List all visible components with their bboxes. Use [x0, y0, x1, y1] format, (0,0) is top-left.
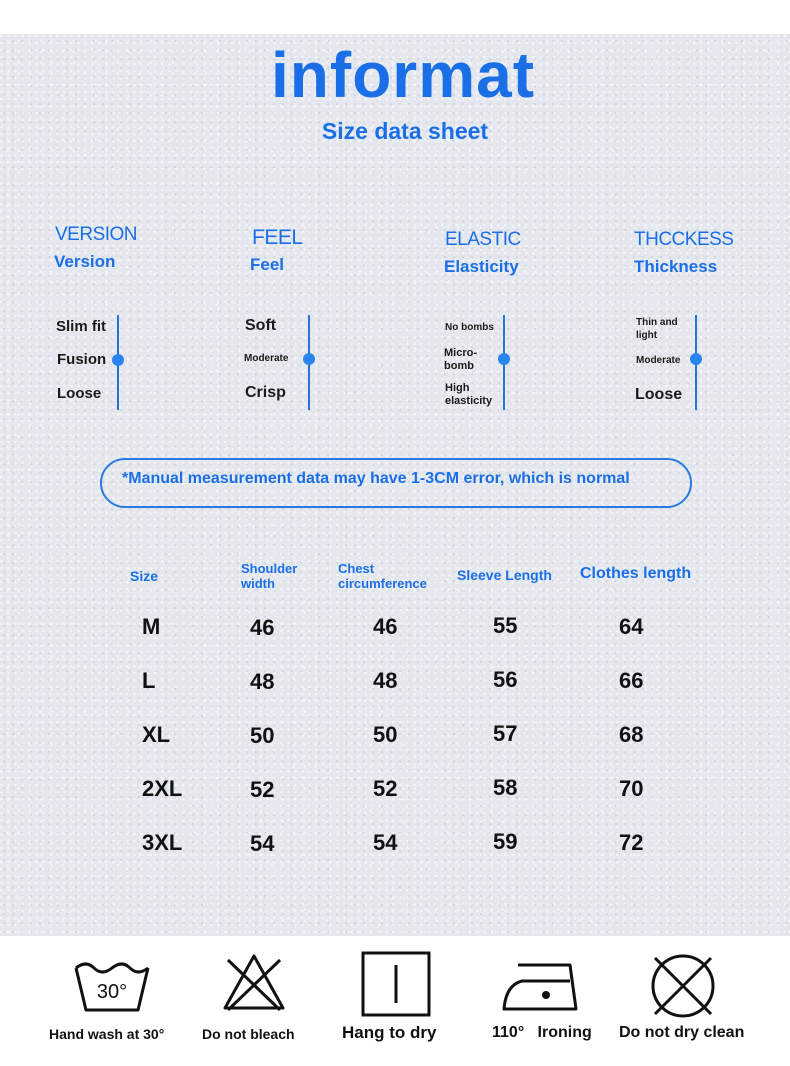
do-not-bleach-icon — [222, 952, 286, 1012]
elastic-subheading: Elasticity — [444, 257, 519, 276]
version-option-fusion: Fusion — [57, 351, 107, 368]
size-cell: L — [142, 668, 156, 693]
thickness-option-moderate: Moderate — [636, 355, 681, 366]
length-cell: 72 — [619, 830, 644, 855]
chest-cell: 54 — [373, 830, 398, 855]
care-label-no-bleach: Do not bleach — [202, 1026, 295, 1042]
shoulder-cell: 50 — [250, 723, 275, 748]
thickness-subheading: Thickness — [634, 257, 718, 276]
measurement-notice-text: *Manual measurement data may have 1-3CM error, which is normal — [122, 470, 630, 487]
hang-to-dry-icon — [361, 951, 431, 1017]
thickness-heading: THCCKESS — [634, 229, 734, 250]
elastic-heading: ELASTIC — [445, 229, 521, 250]
length-cell: 66 — [619, 668, 644, 693]
care-label-hand-wash: Hand wash at 30° — [49, 1026, 165, 1042]
version-heading: VERSION — [55, 224, 138, 245]
sleeve-cell: 59 — [493, 829, 518, 854]
feel-option-moderate: Moderate — [244, 353, 289, 364]
feel-subheading: Feel — [250, 255, 285, 274]
hand-wash-30-icon — [74, 958, 150, 1016]
chest-cell: 46 — [373, 614, 398, 639]
elastic-option-high-elasticity: High elasticity — [445, 382, 493, 407]
length-cell: 64 — [619, 614, 644, 639]
length-cell: 68 — [619, 722, 644, 747]
elastic-scale-marker — [498, 353, 510, 365]
shoulder-cell: 54 — [250, 831, 275, 856]
version-scale-marker — [112, 354, 124, 366]
size-cell: 2XL — [142, 776, 183, 801]
shoulder-cell: 52 — [250, 777, 275, 802]
sleeve-cell: 55 — [493, 613, 518, 638]
feel-scale-marker — [303, 353, 315, 365]
size-cell: 3XL — [142, 830, 183, 855]
col-header-shoulder-width: Shoulder width — [241, 561, 298, 591]
iron-110-icon — [500, 955, 586, 1013]
col-header-size: Size — [130, 568, 159, 584]
page-title: informat — [271, 39, 535, 111]
col-header-chest-circumference: Chest circumference — [338, 561, 427, 591]
feel-option-crisp: Crisp — [245, 384, 286, 401]
size-cell: XL — [142, 722, 171, 747]
elastic-option-micro-bomb: Micro-bomb — [444, 347, 477, 372]
shoulder-cell: 46 — [250, 615, 275, 640]
page-subtitle: Size data sheet — [321, 118, 489, 144]
feel-heading: FEEL — [252, 226, 303, 249]
shoulder-cell: 48 — [250, 669, 275, 694]
version-subheading: Version — [54, 252, 116, 271]
thickness-option-thin-and-light: Thin and light — [636, 317, 678, 341]
sleeve-cell: 57 — [493, 721, 518, 746]
length-cell: 70 — [619, 776, 644, 801]
wash-temperature-text: 30° — [96, 981, 128, 1003]
do-not-dry-clean-icon — [649, 952, 717, 1020]
feel-option-soft: Soft — [245, 317, 277, 334]
col-header-clothes-length: Clothes length — [580, 565, 692, 582]
chest-cell: 48 — [373, 668, 398, 693]
col-header-sleeve-length: Sleeve Length — [457, 567, 552, 583]
thickness-scale-marker — [690, 353, 702, 365]
version-option-loose: Loose — [57, 385, 102, 402]
chest-cell: 52 — [373, 776, 398, 801]
chest-cell: 50 — [373, 722, 398, 747]
version-option-slim-fit: Slim fit — [56, 318, 107, 335]
sleeve-cell: 58 — [493, 775, 518, 800]
care-label-ironing: 110° Ironing — [492, 1024, 592, 1041]
care-label-hang-dry: Hang to dry — [342, 1023, 437, 1042]
elastic-option-no-bombs: No bombs — [445, 322, 494, 333]
care-label-no-dry-clean: Do not dry clean — [619, 1024, 745, 1041]
size-cell: M — [142, 614, 161, 639]
thickness-option-loose: Loose — [635, 386, 683, 403]
sleeve-cell: 56 — [493, 667, 518, 692]
